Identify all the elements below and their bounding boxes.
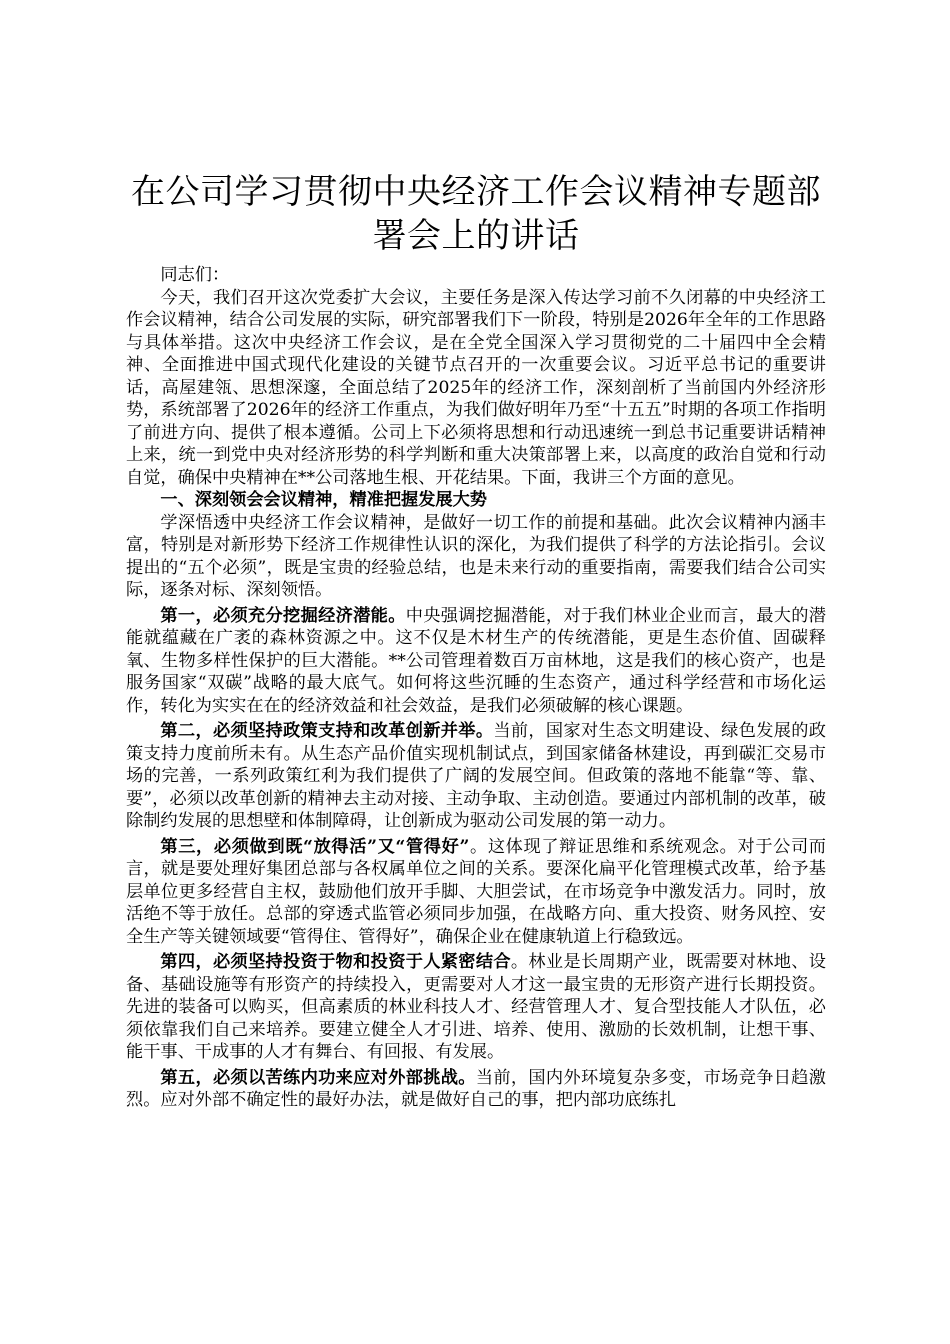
point-text-4: 。林业是长周期产业，既需要对林地、设备、基础设施等有形资产的持续投入，更需要对人才这一最宝贵的无形资产进行长期投资。先进的装备可以购买，但高素质的林业科技人才、经营管理人才、复合型技能人才队伍，必须依靠我们自己来培养。要建立健全人才引进、培养、使用、激励的长效机制，让想干事、能干事、干成事的人才有舞台、有回报、有发展。 <box>126 952 826 1062</box>
point-text-1: 中央强调挖掘潜能，对于我们林业企业而言，最大的潜能就蕴藏在广袤的森林资源之中。这不仅是木材生产的传统潜能，更是生态价值、固碳释氧、生物多样性保护的巨大潜能。**公司管理着数百万亩林地，这是我们的核心资产，也是服务国家“双碳”战略的最大底气。如何将这些沉睡的生态资产，通过科学经营和市场化运作，转化为实实在在的经济效益和社会效益，是我们必须破解的核心课题。 <box>126 605 826 716</box>
point-lead-5: 第五，必须以苦练内功来应对外部挑战。 <box>160 1067 476 1088</box>
point-paragraph-3 <box>126 836 826 949</box>
document-title: 在公司学习贯彻中央经济工作会议精神专题部署会上的讲话 <box>131 172 821 256</box>
point-text-5: 当前，国内外环境复杂多变，市场竞争日趋激烈。应对外部不确定性的最好办法，就是做好自己的事，把内部功底练扎 <box>126 1067 826 1110</box>
point-text-3: 。这体现了辩证思维和系统观念。对于公司而言，就是要处理好集团总部与各权属单位之间的关系。要深化扁平化管理模式改革，给予基层单位更多经营自主权，鼓励他们放开手脚、大胆尝试，在市场竞争中激发活力。同时，放活绝不等于放任。总部的穿透式监管必须同步加强，在战略方向、重大投资、财务风控、安全生产等关键领域要“管得住、管得好”，确保企业在健康轨道上行稳致远。 <box>126 836 826 947</box>
point-paragraph-2 <box>126 720 826 833</box>
intro-paragraph: 今天，我们召开这次党委扩大会议，主要任务是深入传达学习前不久闭幕的中央经济工作会议精神，结合公司发展的实际，研究部署我们下一阶段，特别是2026年全年的工作思路与具体举措。这次中央经济工作会议，是在全党全国深入学习贯彻党的二十届四中全会精神、全面推进中国式现代化建设的关键节点召开的一次重要会议。习近平总书记的重要讲话，高屋建瓴、思想深邃，全面总结了2025年的经济工作，深刻剖析了当前国内外经济形势，系统部署了2026年的经济工作重点，为我们做好明年乃至“十五五”时期的各项工作指明了前进方向、提供了根本遵循。公司上下必须将思想和行动迅速统一到总书记重要讲话精神上来，统一到党中央对经济形势的科学判断和重大决策部署上来，以高度的政治自觉和行动自觉，确保中央精神在**公司落地生根、开花结果。下面，我讲三个方面的意见。 <box>126 287 826 488</box>
point-lead-3: 第三，必须做到既“放得活”又“管得好” <box>160 836 470 857</box>
point-lead-4: 第四，必须坚持投资于物和投资于人紧密结合 <box>160 952 511 972</box>
point-paragraph-5 <box>126 1067 826 1112</box>
section-heading-1: 一、深刻领会会议精神，精准把握发展大势 <box>160 490 487 510</box>
point-lead-2: 第二，必须坚持政策支持和改革创新并举。 <box>160 721 494 741</box>
point-paragraph-4 <box>126 951 826 1064</box>
salutation: 同志们： <box>160 265 230 285</box>
document-page <box>126 170 826 1112</box>
point-lead-1: 第一，必须充分挖掘经济潜能。 <box>160 605 406 626</box>
section1-intro-paragraph: 学深悟透中央经济工作会议精神，是做好一切工作的前提和基础。此次会议精神内涵丰富，特别是对新形势下经济工作规律性认识的深化，为我们提供了科学的方法论指引。会议提出的“五个必须”，既是宝贵的经验总结，也是未来行动的重要指南，需要我们结合公司实际，逐条对标、深刻领悟。 <box>126 512 826 600</box>
point-text-2: 当前，国家对生态文明建设、绿色发展的政策支持力度前所未有。从生态产品价值实现机制试点，到国家储备林建设，再到碳汇交易市场的完善，一系列政策红利为我们提供了广阔的发展空间。但政策的落地不能靠“等、靠、要”，必须以改革创新的精神去主动对接、主动争取、主动创造。要通过内部机制的改革，破除制约发展的思想壁和体制障碍，让创新成为驱动公司发展的第一动力。 <box>126 721 826 831</box>
point-paragraph-1 <box>126 605 826 718</box>
